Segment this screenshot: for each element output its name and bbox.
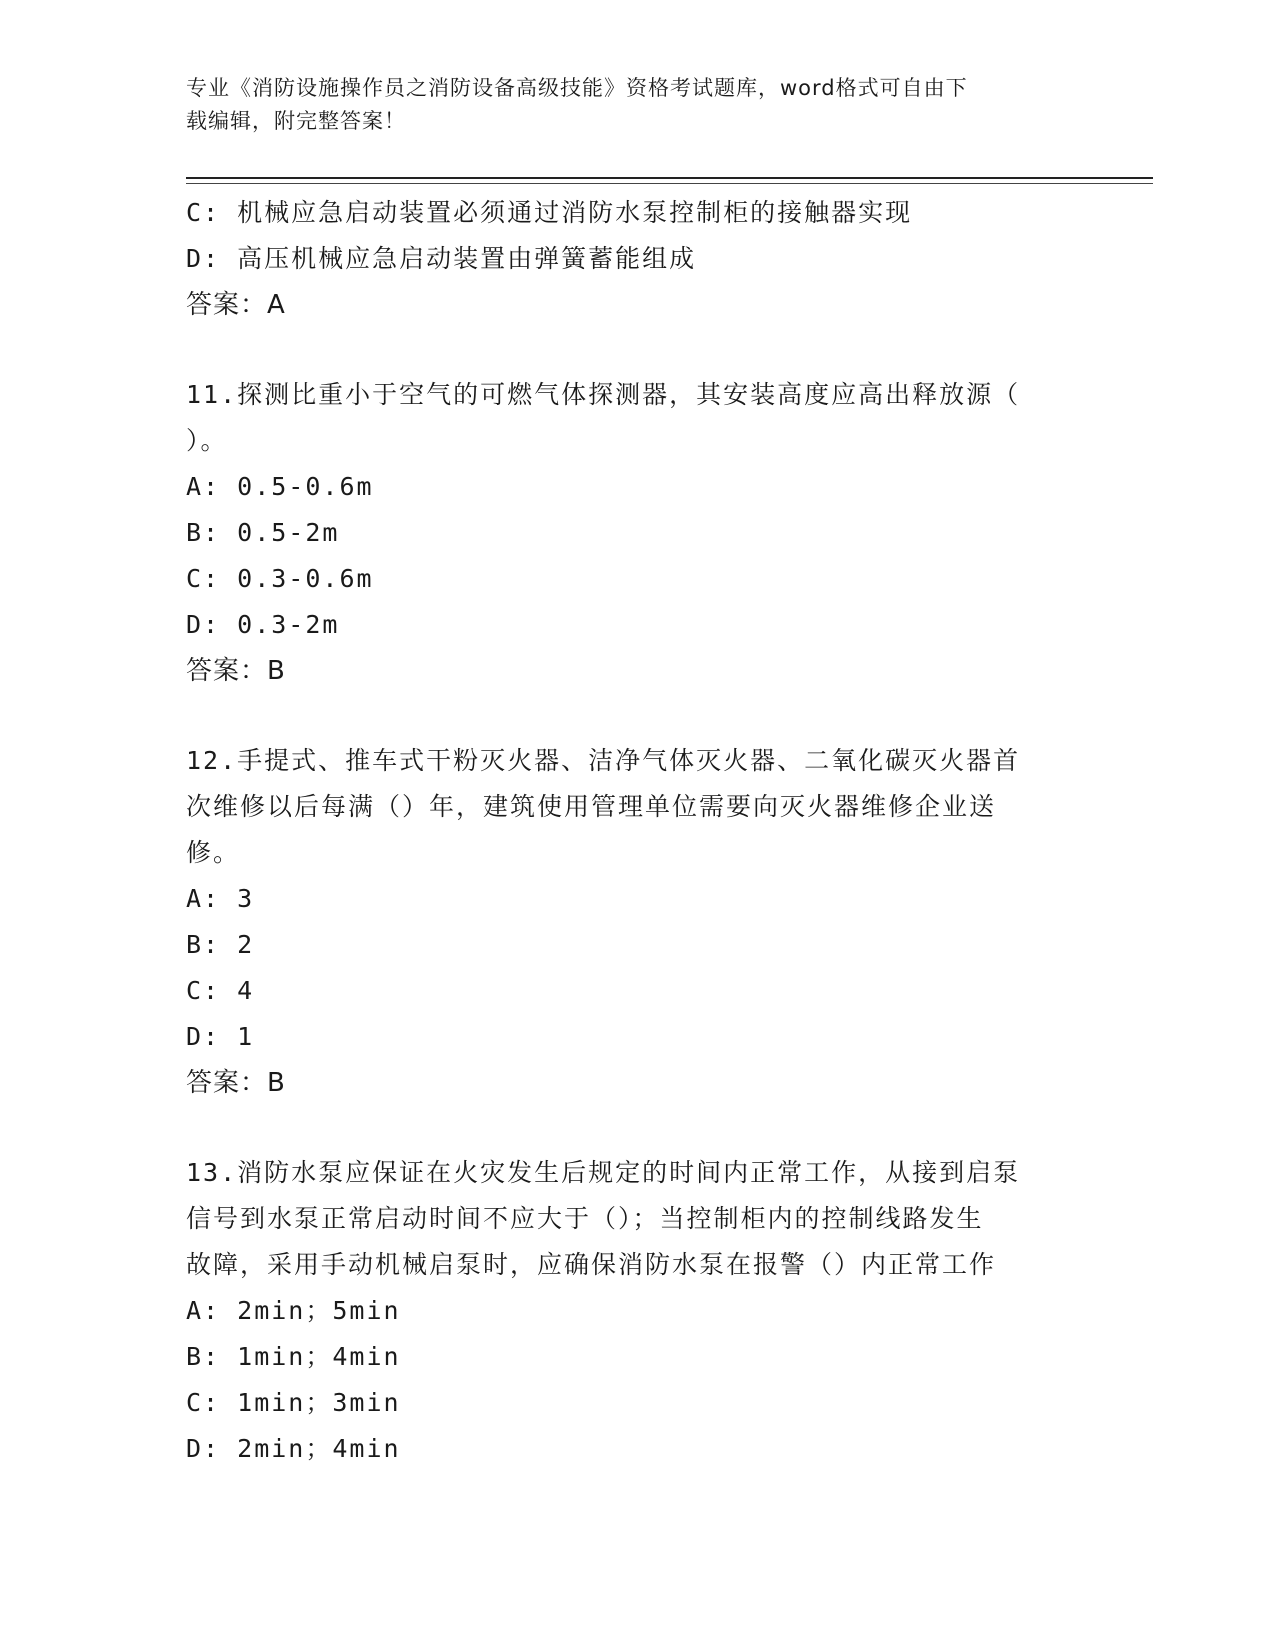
document-header: [186, 72, 1066, 138]
question-10-tail: [186, 190, 1086, 328]
header-line-1: 专业《消防设施操作员之消防设备高级技能》资格考试题库，word格式可自由下: [186, 76, 968, 100]
option-c: C: 4: [186, 976, 255, 1005]
question-text-line-3: 修。: [186, 838, 241, 867]
option-b: B: 2: [186, 930, 255, 959]
answer: 答案：B: [186, 656, 286, 686]
question-12: [186, 738, 1086, 1106]
spacer: [186, 694, 1086, 738]
question-text-line-1: 11.探测比重小于空气的可燃气体探测器，其安装高度应高出释放源（: [186, 380, 1021, 409]
option-d: D: 1: [186, 1022, 255, 1051]
question-text-line-1: 13.消防水泵应保证在火灾发生后规定的时间内正常工作，从接到启泵: [186, 1158, 1021, 1187]
header-line-2: 载编辑，附完整答案！: [186, 109, 406, 133]
question-text-line-3: 故障，采用手动机械启泵时，应确保消防水泵在报警（）内正常工作: [186, 1250, 997, 1279]
question-text-line-2: 信号到水泵正常启动时间不应大于（）；当控制柜内的控制线路发生: [186, 1204, 984, 1233]
option-a: A: 0.5-0.6m: [186, 472, 374, 501]
option-a: A: 3: [186, 884, 255, 913]
header-rule-thin: [186, 183, 1153, 184]
question-text-line-1: 12.手提式、推车式干粉灭火器、洁净气体灭火器、二氧化碳灭火器首: [186, 746, 1021, 775]
answer: 答案：B: [186, 1068, 286, 1098]
option-b: B: 0.5-2m: [186, 518, 340, 547]
document-body: [186, 190, 1086, 1472]
answer: 答案：A: [186, 290, 286, 320]
option-c: C: 1min；3min: [186, 1388, 401, 1417]
spacer: [186, 328, 1086, 372]
option-c: C: 0.3-0.6m: [186, 564, 374, 593]
question-11: [186, 372, 1086, 694]
question-13: [186, 1150, 1086, 1472]
option-d: D: 0.3-2m: [186, 610, 340, 639]
question-text-line-2: ）。: [186, 426, 228, 455]
option-a: A: 2min；5min: [186, 1296, 401, 1325]
header-rule-thick: [186, 177, 1153, 179]
option-c: C: 机械应急启动装置必须通过消防水泵控制柜的接触器实现: [186, 198, 913, 227]
option-b: B: 1min；4min: [186, 1342, 401, 1371]
option-d: D: 2min；4min: [186, 1434, 401, 1463]
question-text-line-2: 次维修以后每满（）年，建筑使用管理单位需要向灭火器维修企业送: [186, 792, 997, 821]
option-d: D: 高压机械应急启动装置由弹簧蓄能组成: [186, 244, 697, 273]
spacer: [186, 1106, 1086, 1150]
